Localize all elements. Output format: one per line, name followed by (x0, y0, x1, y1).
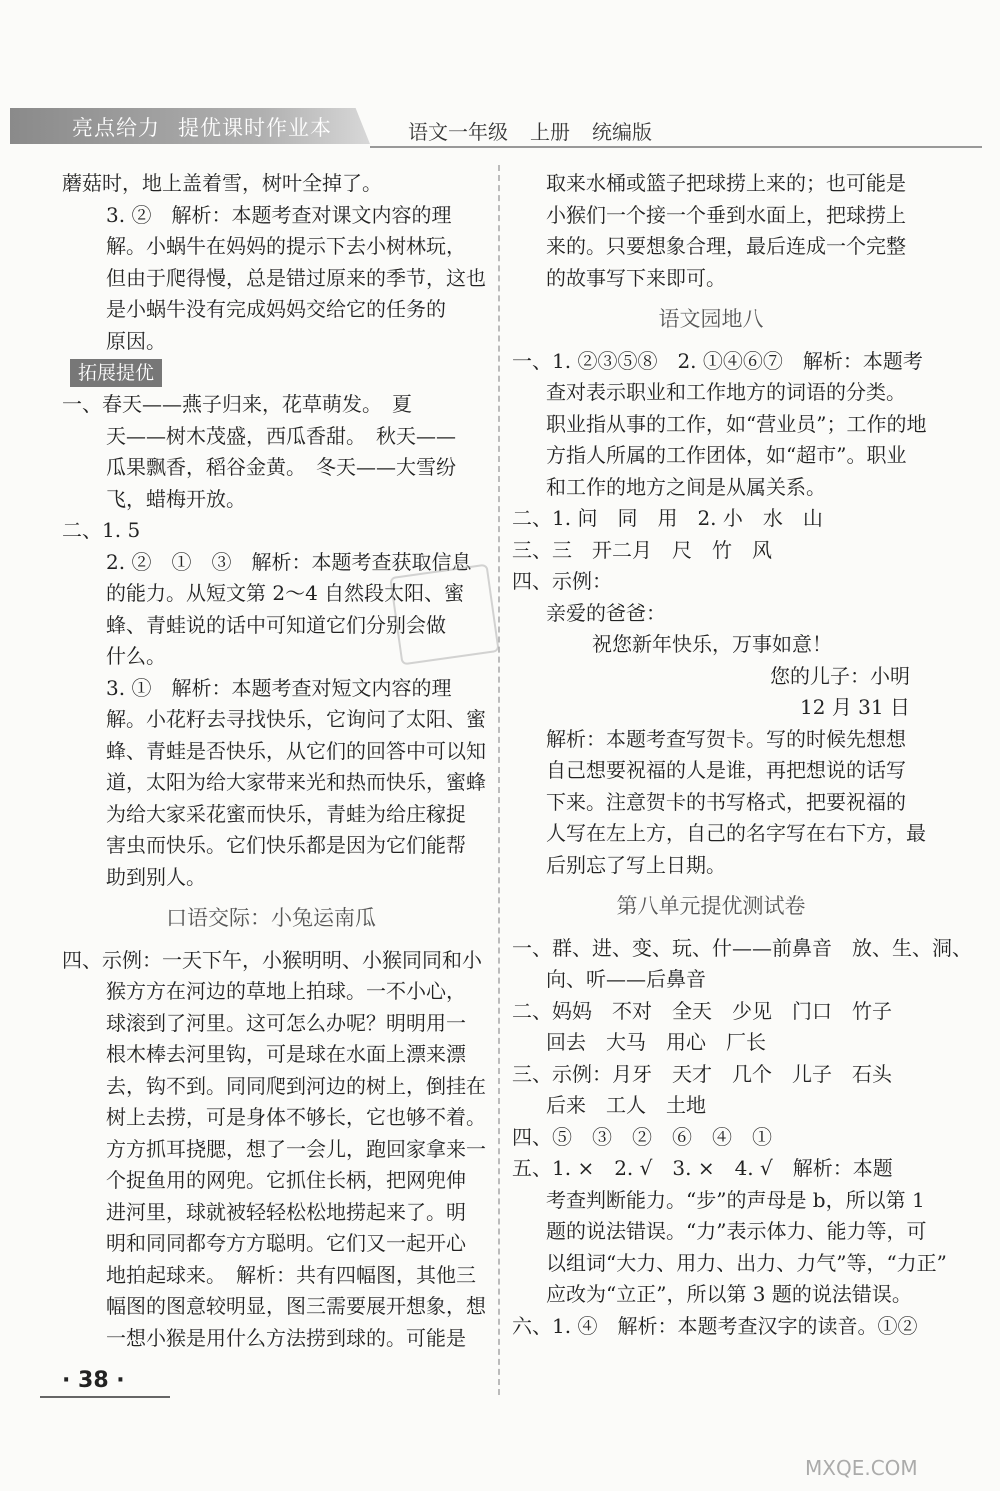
text-line: 二、1. 问 同 用 2. 小 水 山 (512, 506, 823, 530)
text-line: 考查判断能力。“步”的声母是 b，所以第 1 (546, 1187, 925, 1212)
header-rule (370, 146, 982, 148)
left-column (62, 168, 486, 1354)
watermark-logo (795, 1403, 985, 1483)
text-line: 应改为“立正”，所以第 3 题的说法错误。 (546, 1282, 912, 1306)
text-line: 蜂、青蛙说的话中可知道它们分别会做 (106, 612, 446, 637)
section-tag: 拓展提优 (70, 359, 162, 387)
text-line: 四、⑤ ③ ② ⑥ ④ ① (512, 1124, 772, 1149)
text-line: 三、示例：月牙 天才 几个 儿子 石头 (512, 1061, 892, 1086)
text-line: 查对表示职业和工作地方的词语的分类。 (546, 380, 906, 404)
text-line: 瓜果飘香，稻谷金黄。 冬天——大雪纷 (106, 455, 456, 479)
text-line: 三、三 开二月 尺 竹 风 (512, 537, 772, 562)
text-line: 回去 大马 用心 厂长 (546, 1030, 766, 1054)
header-series-title (72, 112, 332, 142)
text-line: 一、春天——燕子归来，花草萌发。 夏 (62, 392, 412, 416)
text-line: 道，太阳为给大家带来光和热而快乐，蜜蜂 (106, 770, 486, 794)
section-title-garden: 语文园地八 (658, 307, 764, 331)
right-bottom-block (512, 933, 972, 1343)
text-line: 3. ② 解析：本题考查对课文内容的理 (106, 202, 452, 227)
right-top-block (512, 168, 910, 294)
right-mid-block (512, 346, 927, 882)
text-line: 五、1. × 2. √ 3. × 4. √ 解析：本题 (512, 1156, 893, 1180)
text-line: 进河里，球就被轻轻松松地捞起来了。明 (106, 1199, 466, 1224)
text-line: 小猴们一个接一个垂到水面上，把球捞上 (546, 202, 906, 227)
section-title-unit-test: 第八单元提优测试卷 (616, 894, 806, 918)
text-line: 是小蜗牛没有完成妈妈交给它的任务的 (106, 297, 446, 321)
text-line: 四、示例： (512, 569, 612, 593)
text-line: 取来水桶或篮子把球捞上来的；也可能是 (546, 171, 906, 195)
volume-label: 上册 (530, 120, 570, 144)
text-line: 二、妈妈 不对 全天 少见 门口 竹子 (512, 998, 892, 1023)
text-line: 向、听——后鼻音 (546, 967, 706, 991)
stamp-watermark (389, 564, 499, 666)
page-number-rule (40, 1396, 170, 1398)
text-line: 树上去捞，可是身体不够长，它也够不着。 (106, 1105, 486, 1129)
text-line: 蜂、青蛙是否快乐，从它们的回答中可以知 (106, 738, 486, 763)
text-line: 什么。 (106, 644, 166, 668)
text-line: 四、示例：一天下午，小猴明明、小猴同同和小 (62, 947, 482, 972)
text-line: 您的儿子：小明 (770, 663, 910, 688)
text-line: 害虫而快乐。它们快乐都是因为它们能帮 (106, 833, 466, 857)
text-line: 2. ② ① ③ 解析：本题考查获取信息 (106, 549, 472, 574)
section-title-oral: 口语交际：小兔运南瓜 (166, 906, 376, 930)
header-book-info (408, 116, 652, 145)
text-line: 职业指从事的工作，如“营业员”；工作的地 (546, 411, 927, 436)
text-line: 飞，蜡梅开放。 (106, 486, 246, 511)
text-line: 12 月 31 日 (800, 695, 910, 719)
text-line: 一、1. ②③⑤⑧ 2. ①④⑥⑦ 解析：本题考 (512, 348, 923, 373)
brand-label: 亮点给力 (72, 116, 160, 140)
text-line: 根木棒去河里钩，可是球在水面上漂来漂 (106, 1042, 466, 1066)
text-line: 下来。注意贺卡的书写格式，把要祝福的 (546, 789, 906, 814)
text-line: 天——树木茂盛，西瓜香甜。 秋天—— (106, 423, 456, 448)
text-line: 但由于爬得慢，总是错过原来的季节，这也 (106, 265, 486, 290)
left-top-block (62, 168, 486, 357)
text-line: 的故事写下来即可。 (546, 265, 726, 290)
text-line: 地拍起球来。 解析：共有四幅图，其他三 (106, 1262, 476, 1287)
text-line: 来的。只要想象合理，最后连成一个完整 (546, 234, 906, 258)
text-line: 明和同同都夸方方聪明。它们又一起开心 (106, 1231, 466, 1255)
text-line: 为给大家采花蜜而快乐，青蛙为给庄稼捉 (106, 801, 466, 826)
left-bottom-block (62, 945, 486, 1355)
text-line: 方方抓耳挠腮，想了一会儿，跑回家拿来一 (106, 1136, 486, 1161)
text-line: 自己想要祝福的人是谁，再把想说的话写 (546, 758, 906, 782)
text-line: 后来 工人 土地 (546, 1093, 706, 1117)
text-line: 方指人所属的工作团体，如“超市”。职业 (546, 443, 907, 467)
right-column (512, 168, 972, 1342)
text-line: 助到别人。 (106, 864, 206, 889)
text-line: 幅图的图意较明显，图三需要展开想象，想 (106, 1294, 486, 1318)
text-line: 一、群、进、变、玩、什——前鼻音 放、生、洞、 (512, 935, 972, 960)
edition-label: 统编版 (592, 120, 652, 144)
watermark-text: MXQE.COM (805, 1456, 918, 1480)
subject-label: 语文一年级 (408, 120, 508, 144)
text-line: 个捉鱼用的网兜。它抓住长柄，把网兜伸 (106, 1168, 466, 1192)
text-line: 解析：本题考查写贺卡。写的时候先想想 (546, 726, 906, 751)
text-line: 去，钩不到。同同爬到河边的树上，倒挂在 (106, 1073, 486, 1098)
text-line: 原因。 (106, 328, 166, 353)
text-line: 六、1. ④ 解析：本题考查汉字的读音。①② (512, 1313, 918, 1338)
column-divider (498, 165, 500, 1395)
page-number: · 38 · (62, 1368, 125, 1393)
text-line: 人写在左上方，自己的名字写在右下方，最 (546, 821, 926, 845)
text-line: 解。小蜗牛在妈妈的提示下去小树林玩， (106, 234, 466, 258)
text-line: 球滚到了河里。这可怎么办呢？明明用一 (106, 1010, 466, 1035)
text-line: 一想小猴是用什么方法捞到球的。可能是 (106, 1325, 466, 1350)
text-line: 祝您新年快乐，万事如意！ (592, 632, 832, 656)
series-label: 提优课时作业本 (178, 116, 332, 140)
text-line: 解。小花籽去寻找快乐，它询问了太阳、蜜 (106, 707, 486, 731)
text-line: 以组词“大力、用力、出力、力气”等，“力正” (546, 1250, 947, 1275)
text-line: 猴方方在河边的草地上拍球。一不小心， (106, 979, 466, 1003)
text-line: 3. ① 解析：本题考查对短文内容的理 (106, 675, 452, 700)
text-line: 二、1. 5 (62, 518, 141, 542)
text-line: 亲爱的爸爸： (546, 600, 666, 625)
text-line: 的能力。从短文第 2～4 自然段太阳、蜜 (106, 581, 465, 605)
text-line: 题的说法错误。“力”表示体力、能力等，可 (546, 1219, 927, 1243)
text-line: 和工作的地方之间是从属关系。 (546, 474, 826, 499)
text-line: 蘑菇时，地上盖着雪，树叶全掉了。 (62, 171, 382, 195)
text-line: 后别忘了写上日期。 (546, 852, 726, 877)
